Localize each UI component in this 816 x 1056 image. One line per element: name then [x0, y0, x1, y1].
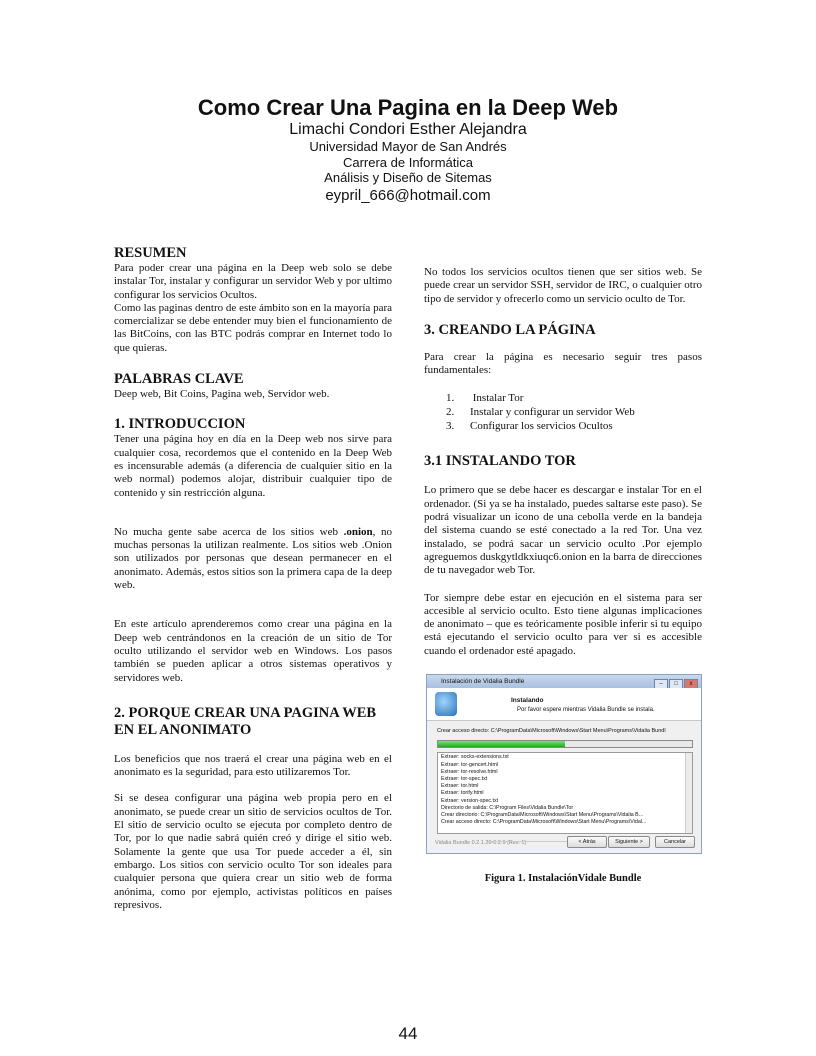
step-text: Instalar y configurar un servidor Web [470, 406, 635, 419]
affiliation-university: Universidad Mayor de San Andrés [309, 139, 507, 154]
instalando-paragraph-2: Tor siempre debe estar en ejecución en el sistema para ser accesible al servicio oculto. Esto tiene algunas implicaciones de anonimato – que es teóricamente posible inferir si tu equipo está ejecutando el servicio oculto para ver si es accesible cuando el ordenador esté apagado. [424, 591, 702, 657]
installer-titlebar [427, 675, 701, 688]
installer-logo-icon [435, 692, 457, 716]
onion-term: .onion [343, 525, 373, 538]
porque-paragraph-1: Los beneficios que nos traerá el crear una página web en el anonimato es la seguridad, para esto utilizaremos Tor. [114, 752, 392, 779]
paper-title: Como Crear Una Pagina en la Deep Web [197, 95, 619, 120]
close-icon: x [684, 679, 698, 689]
porque-paragraph-2: Si se desea configurar una página web propia pero en el anonimato, se puede crear un sitio de servicios ocultos de Tor. El sitio de servicio oculto se ejecuta por completo dentro de Tor, por lo que nadie sabrá quién creó y dirige el sitio web. Solamente la gente que usa Tor puede acceder a él, sin embargo. Los sitios con servicio oculto Tor son ideales para cualquier persona que quiera crear un sitio web de forma anónima, como por ejemplo, activistas políticos en países represivos. [114, 792, 392, 911]
affiliation-course: Análisis y Diseño de Sitemas [324, 170, 492, 185]
installer-version: Vidalia Bundle 0.2.1.26-0.2.9 (Rev. 1) [435, 840, 527, 847]
list-item [446, 419, 702, 433]
log-line: Extraer: torify.html [441, 790, 484, 797]
resumen-paragraph-2: Como las paginas dentro de este ámbito son en la mayoría para comercializar se debe entender muy bien el funcionamiento de las BitCoins, con las BTC podrás comprar en Internet todo lo que quieras. [114, 301, 392, 354]
log-scrollbar [685, 753, 692, 833]
minimize-icon: – [654, 679, 668, 689]
paper-header [0, 96, 816, 206]
step-text: Configurar los servicios Ocultos [470, 420, 613, 433]
log-line: Extraer: tor.html [441, 783, 479, 790]
keywords-paragraph: Deep web, Bit Coins, Pagina web, Servidor web. [114, 388, 330, 401]
steps-list [424, 391, 702, 433]
installer-subheading: Por favor espere mientras Vidalia Bundle se instala. [517, 707, 655, 714]
installer-window-title: Instalación de Vidalia Bundle [441, 678, 525, 686]
left-column [114, 245, 392, 912]
log-line: Directorio de salida: C:\Program Files\Vidalia Bundle\Tor [441, 804, 574, 811]
instalando-paragraph-1: Lo primero que se debe hacer es descargar e instalar Tor en el ordenador. (Si ya se ha instalado, puedes saltarse este paso). Se podrá visualizar un icono de una cebolla verde en la bandeja del sistema cuando se esté conectado a la red Tor. Una vez instalado, se podrá sacar un servicio oculto .Por ejemplo agreguemos duskgytldkxiuqc6.onion en la barra de direcciones de tu navegador web Tor. [424, 484, 702, 577]
intro-p2-start: No mucha gente sabe acerca de los sitios web [114, 525, 344, 538]
affiliation-career: Carrera de Informática [342, 154, 474, 170]
cancel-button: Cancelar [655, 836, 695, 848]
installer-heading: Instalando [511, 697, 544, 705]
log-line: Extraer: socks-extensions.txt [441, 754, 509, 761]
list-item [446, 391, 702, 405]
instalando-heading: 3.1 INSTALANDO TOR [424, 453, 576, 470]
figure-caption: Figura 1. InstalaciónVidale Bundle [484, 873, 642, 885]
log-line: Extraer: tor-gencert.html [441, 761, 499, 768]
log-line: Crear directorio: C:\ProgramData\Microsoft\Windows\Start Menu\Programs\Vidalia B... [441, 811, 644, 818]
author-email: eypril_666@hotmail.com [325, 186, 491, 204]
porque-heading: 2. PORQUE CREAR UNA PAGINA WEB EN EL ANONIMATO [114, 704, 377, 738]
log-line: Extraer: tor-spec.txt [441, 775, 488, 782]
step-number: 3. [446, 420, 455, 433]
intro-paragraph-3: En este artículo aprenderemos como crear una página en la Deep web centrándonos en la creación de un sitio de Tor oculto utilizando el servidor web en Windows. Los pasos también se pueden aplicar a otros sistemas operativos y servidores web. [114, 618, 392, 684]
installer-footer [427, 835, 701, 849]
installer-screenshot [426, 674, 702, 854]
right-column [424, 266, 702, 885]
back-button: < Atrás [567, 836, 607, 848]
next-button: Siguiente > [608, 836, 650, 848]
list-item [446, 405, 702, 419]
intro-paragraph-1: Tener una página hoy en día en la Deep web nos sirve para cualquier cosa, recordemos que el contenido en la Deep Web es incensurable además (a diferencia de cualquier sitio en la web normal) podemos alojar, distribuir cualquier tipo de contenido y sin restricción alguna. [114, 433, 392, 499]
intro-heading: 1. INTRODUCCION [114, 416, 246, 433]
keywords-heading: PALABRAS CLAVE [114, 371, 244, 388]
creando-heading: 3. CREANDO LA PÁGINA [424, 321, 596, 338]
author-name: Limachi Condori Esther Alejandra [289, 121, 527, 138]
step-number: 1. [446, 392, 455, 405]
maximize-icon: □ [669, 679, 683, 689]
installer-progress-bar [437, 740, 693, 748]
page-number: 44 [398, 1024, 418, 1043]
intro-paragraph-2 [114, 526, 392, 592]
installer-header-band [427, 688, 701, 721]
resumen-heading: RESUMEN [114, 245, 187, 261]
log-line: Extraer: tor-resolve.html [441, 768, 498, 775]
log-line: Crear acceso directo: C:\ProgramData\Microsoft\Windows\Start Menu\Programs\Vidal... [441, 819, 647, 826]
intro-p2-end: , no muchas personas la utilizan realmente. Los sitios web .Onion son utilizados por personas que desean permanecer en el anonimato. Además, estos sitios son la primera capa de la deep web. [114, 525, 392, 592]
installer-log [437, 752, 693, 834]
log-line: Extraer: version-spec.txt [441, 797, 499, 804]
progress-fill [438, 741, 565, 747]
installer-status: Crear acceso directo: C:\ProgramData\Microsoft\Windows\Start Menu\Programs\Vidalia Bundl [437, 728, 666, 735]
servicios-paragraph: No todos los servicios ocultos tienen que ser sitios web. Se puede crear un servidor SSH, servidor de IRC, o cualquier otro tipo de servidor y ofrecerlo como un servicio oculto de Tor. [424, 266, 702, 305]
step-text: Instalar Tor [470, 392, 524, 405]
creando-paragraph: Para crear la página es necesario seguir tres pasos fundamentales: [424, 350, 702, 377]
step-number: 2. [446, 406, 455, 419]
resumen-paragraph-1: Para poder crear una página en la Deep web solo se debe instalar Tor, instalar y configurar un servidor Web y por ultimo configurar los servicios Ocultos. [114, 262, 392, 301]
